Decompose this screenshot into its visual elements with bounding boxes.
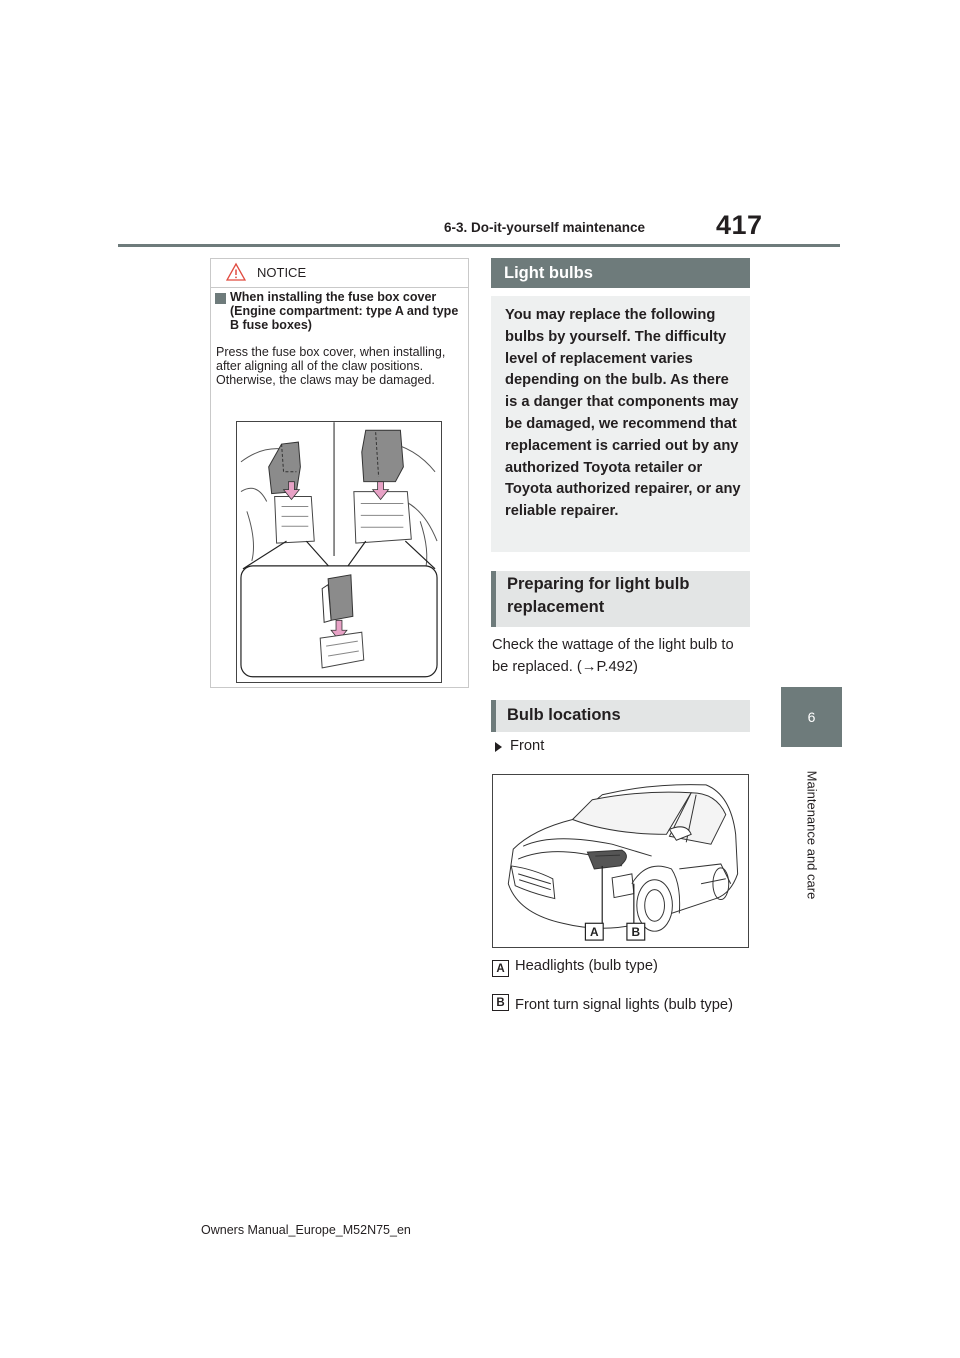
intro-box: You may replace the following bulbs by yourself. The difficulty level of replacement varies depending on the bulb. As there is a danger that components may be damaged, we recommend that replacement is carried out by any authorized Toyota retailer or Toyota authorized repairer, or any reliable repairer. <box>491 296 750 552</box>
page-number: 417 <box>716 210 763 240</box>
chapter-tab <box>781 687 842 747</box>
legend-b-text: Front turn signal lights (bulb type) <box>515 997 733 1013</box>
check-wattage-text: Check the wattage of the light bulb to be replaced. (→P.492) <box>492 637 734 675</box>
legend-b-letter: B <box>492 994 509 1011</box>
callout-b-label: B <box>631 925 641 940</box>
heading-preparing: Preparing for light bulb replacement <box>491 571 750 627</box>
callout-a-label: A <box>590 925 599 940</box>
legend-a-text: Headlights (bulb type) <box>515 958 658 974</box>
heading-bulb-locations: Bulb locations <box>491 700 750 732</box>
legend-a-letter: A <box>492 960 509 977</box>
notice-heading-marker <box>215 293 226 304</box>
header-rule <box>118 244 840 247</box>
notice-body: Press the fuse box cover, when installing, after aligning all of the claw positions. Otherwise, the claws may be damaged. <box>216 345 446 387</box>
chapter-number: 6 <box>807 709 816 725</box>
bullet-arrow-icon <box>495 742 502 752</box>
chapter-title-text: Maintenance and care <box>804 770 819 900</box>
front-label: Front <box>510 738 545 754</box>
heading-light-bulbs: Light bulbs <box>491 258 750 288</box>
warning-triangle-icon <box>226 262 246 282</box>
footer-manual-id: Owners Manual_Europe_M52N75_en <box>201 1223 411 1237</box>
section-title: 6-3. Do-it-yourself maintenance <box>444 220 646 235</box>
car-front-illustration <box>492 774 749 948</box>
notice-label: NOTICE <box>257 265 307 280</box>
notice-header <box>210 258 469 288</box>
chapter-title <box>781 755 842 915</box>
notice-heading: When installing the fuse box cover (Engine compartment: type A and type B fuse boxes) <box>230 290 459 332</box>
fuse-box-illustration <box>236 421 442 683</box>
